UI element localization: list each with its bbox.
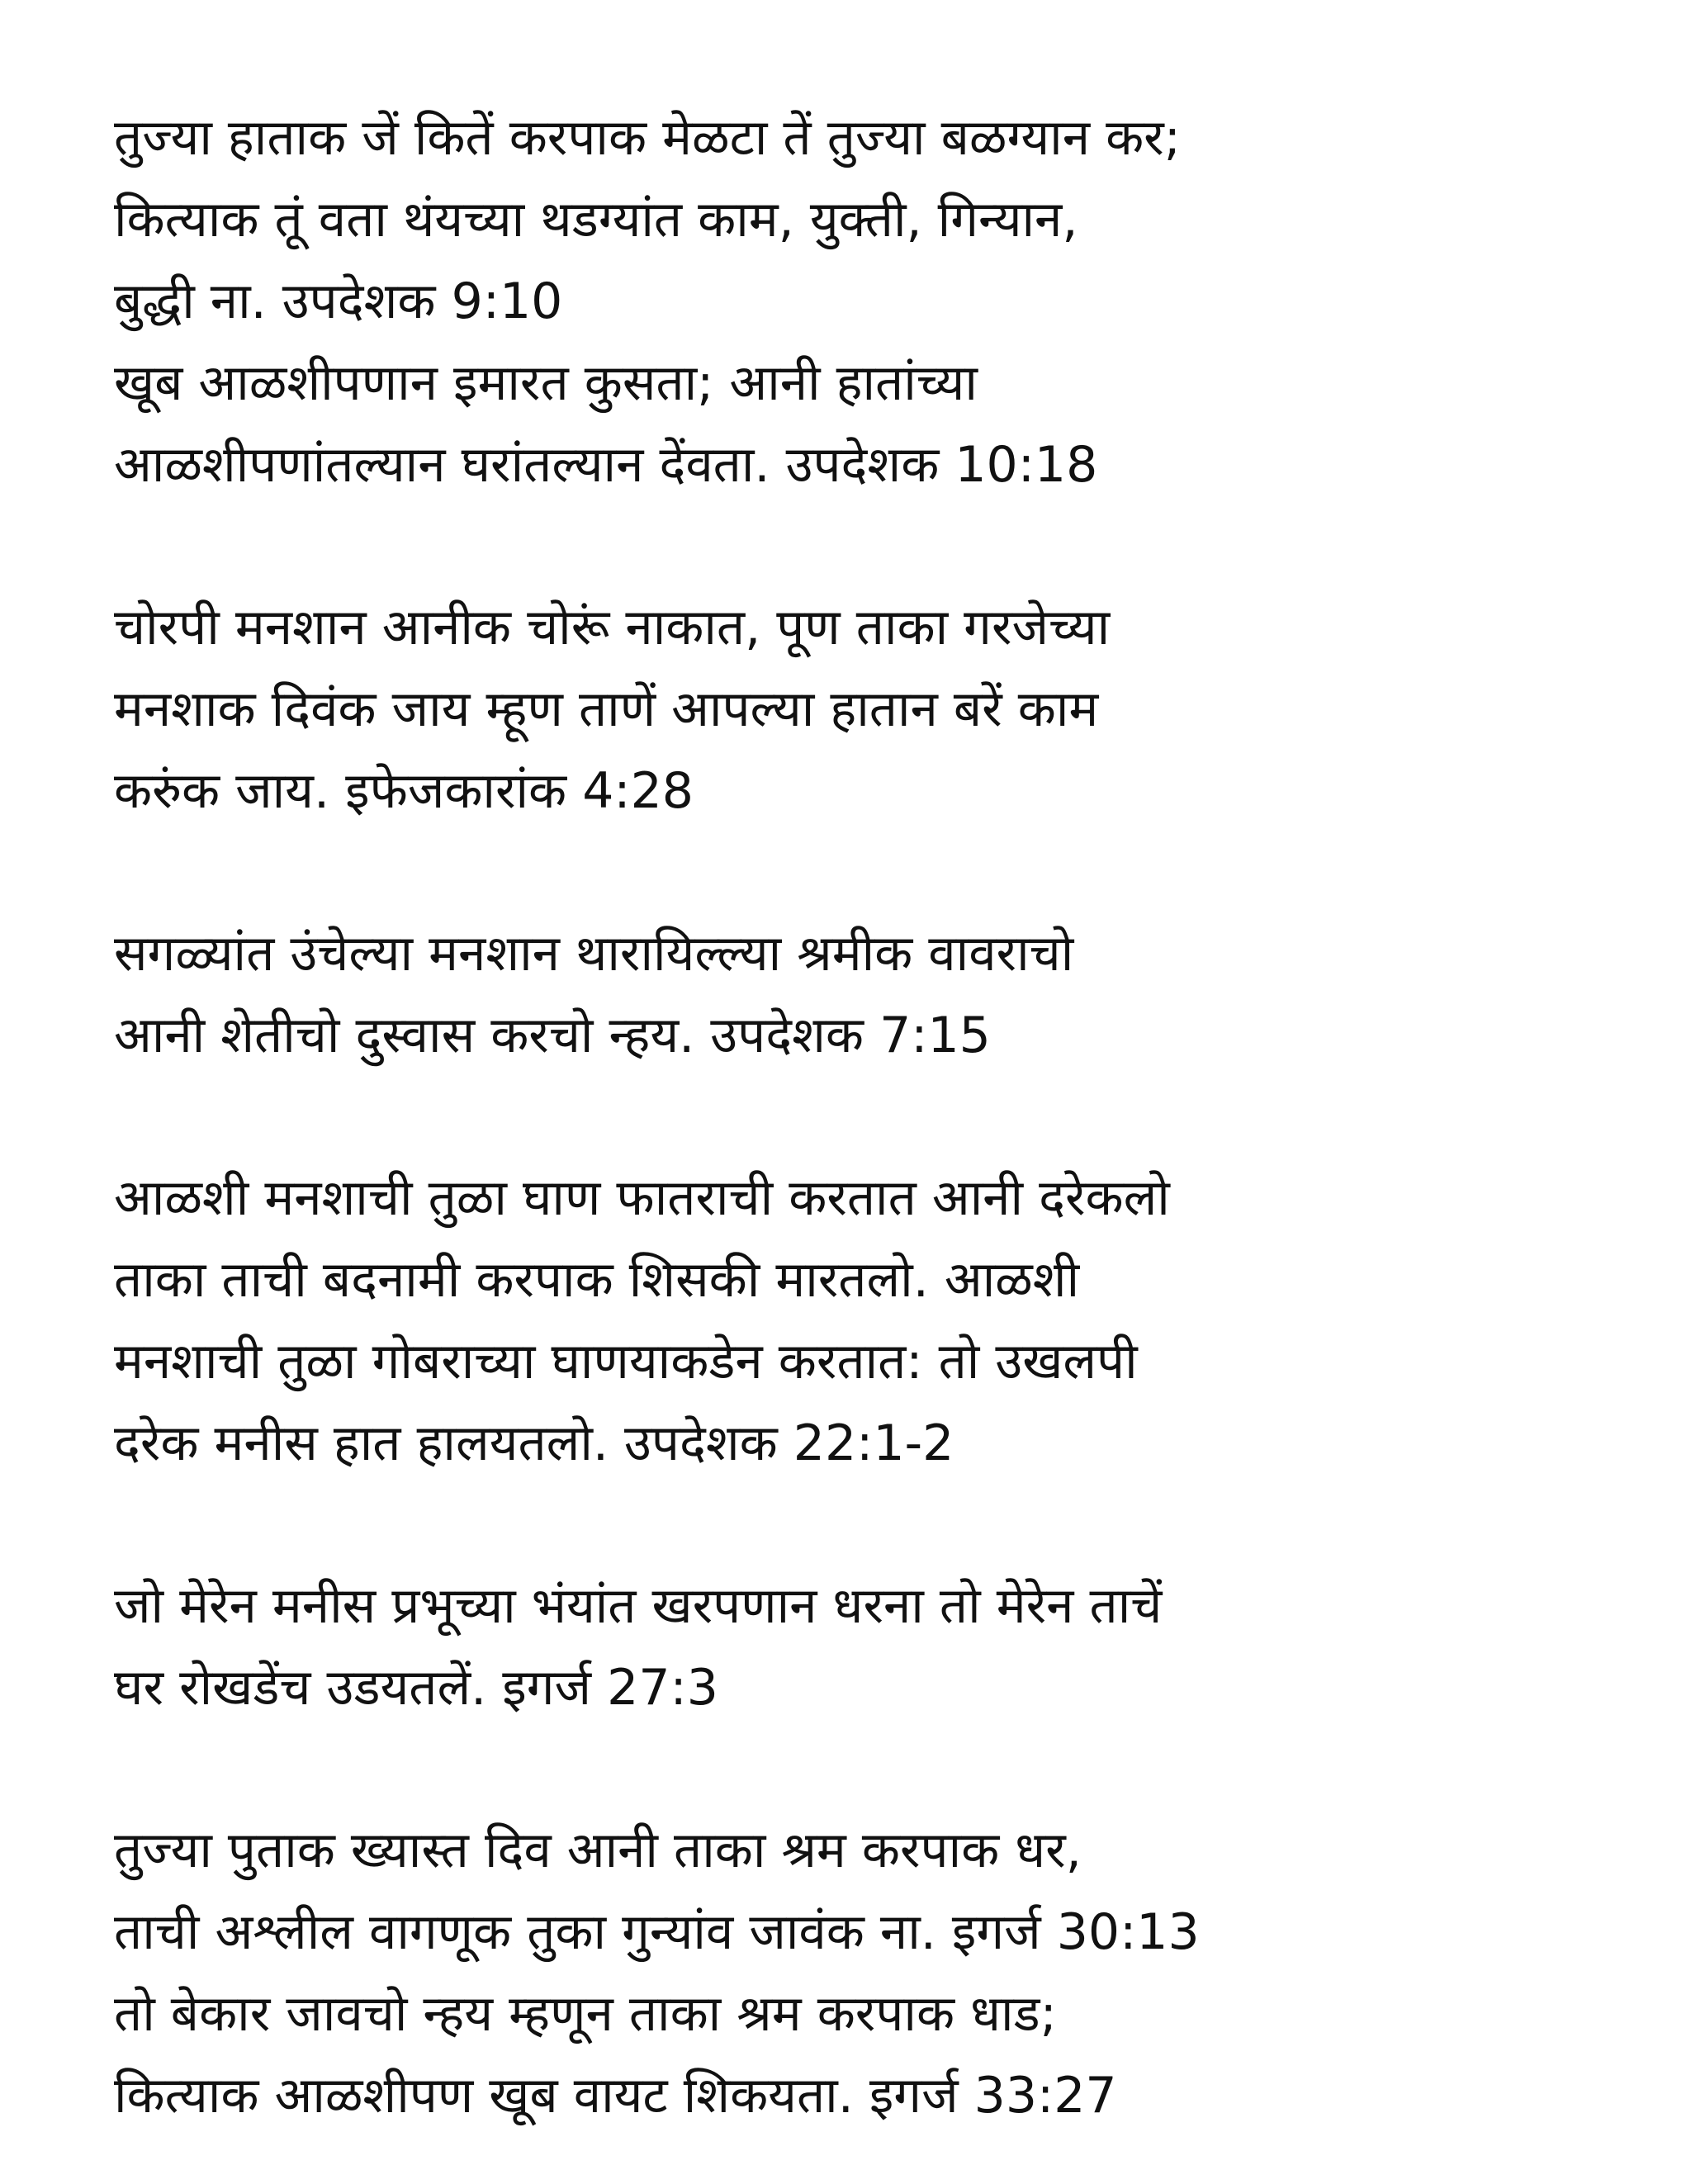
text-line: कित्याक आळशीपण खूब वायट शिकयता. इगर्ज 33:27 <box>114 2067 1117 2125</box>
paragraph-4 <box>114 1158 1625 1485</box>
text-line: तुज्या पुताक ख्यास्त दिव आनी ताका श्रम करपाक धर, <box>114 1822 1082 1879</box>
text-line: बुद्धी ना. उपदेशक 9:10 <box>114 272 563 330</box>
verse-text-block <box>114 97 1625 2137</box>
text-line: आळशी मनशाची तुळा घाण फातराची करतात आनी दरेकलो <box>114 1169 1170 1227</box>
text-line: ताका ताची बदनामी करपाक शिसकी मारतलो. आळशी <box>114 1251 1080 1309</box>
text-line: मनशाक दिवंक जाय म्हूण ताणें आपल्या हातान बरें काम <box>114 680 1099 738</box>
text-line: खूब आळशीपणान इमारत कुसता; आनी हातांच्या <box>114 354 978 412</box>
text-line: ताची अश्लील वागणूक तुका गुन्यांव जावंक ना. इगर्ज 30:13 <box>114 1903 1200 1961</box>
text-line: तुज्या हाताक जें कितें करपाक मेळटा तें तुज्या बळग्यान कर; <box>114 109 1181 167</box>
text-line: मनशाची तुळा गोबराच्या घाणयाकडेन करतात: तो उखलपी <box>114 1333 1138 1390</box>
text-line: घर रोखडेंच उडयतलें. इगर्ज 27:3 <box>114 1659 718 1717</box>
paragraph-5 <box>114 1566 1625 1729</box>
paragraph-2 <box>114 587 1625 832</box>
paragraph-3 <box>114 913 1625 1077</box>
text-line: सगळ्यांत उंचेल्या मनशान थारायिल्ल्या श्रमीक वावराचो <box>114 925 1074 983</box>
paragraph-6 <box>114 1810 1625 2137</box>
text-line: आनी शेतीचो दुस्वास करचो न्हय. उपदेशक 7:15 <box>114 1007 991 1064</box>
text-line: चोरपी मनशान आनीक चोरूं नाकात, पूण ताका गरजेच्या <box>114 599 1111 656</box>
text-line: दरेक मनीस हात हालयतलो. उपदेशक 22:1-2 <box>114 1414 954 1472</box>
paragraph-1 <box>114 97 1625 506</box>
text-line: कित्याक तूं वता थंयच्या थडग्यांत काम, युक्ती, गिन्यान, <box>114 191 1078 249</box>
text-line: आळशीपणांतल्यान घरांतल्यान देंवता. उपदेशक 10:18 <box>114 436 1098 494</box>
text-line: तो बेकार जावचो न्हय म्हणून ताका श्रम करपाक धाड; <box>114 1985 1057 2043</box>
text-line: करुंक जाय. इफेजकारांक 4:28 <box>114 762 694 820</box>
text-line: जो मेरेन मनीस प्रभूच्या भंयांत खरपणान धरना तो मेरेन ताचें <box>114 1577 1163 1635</box>
